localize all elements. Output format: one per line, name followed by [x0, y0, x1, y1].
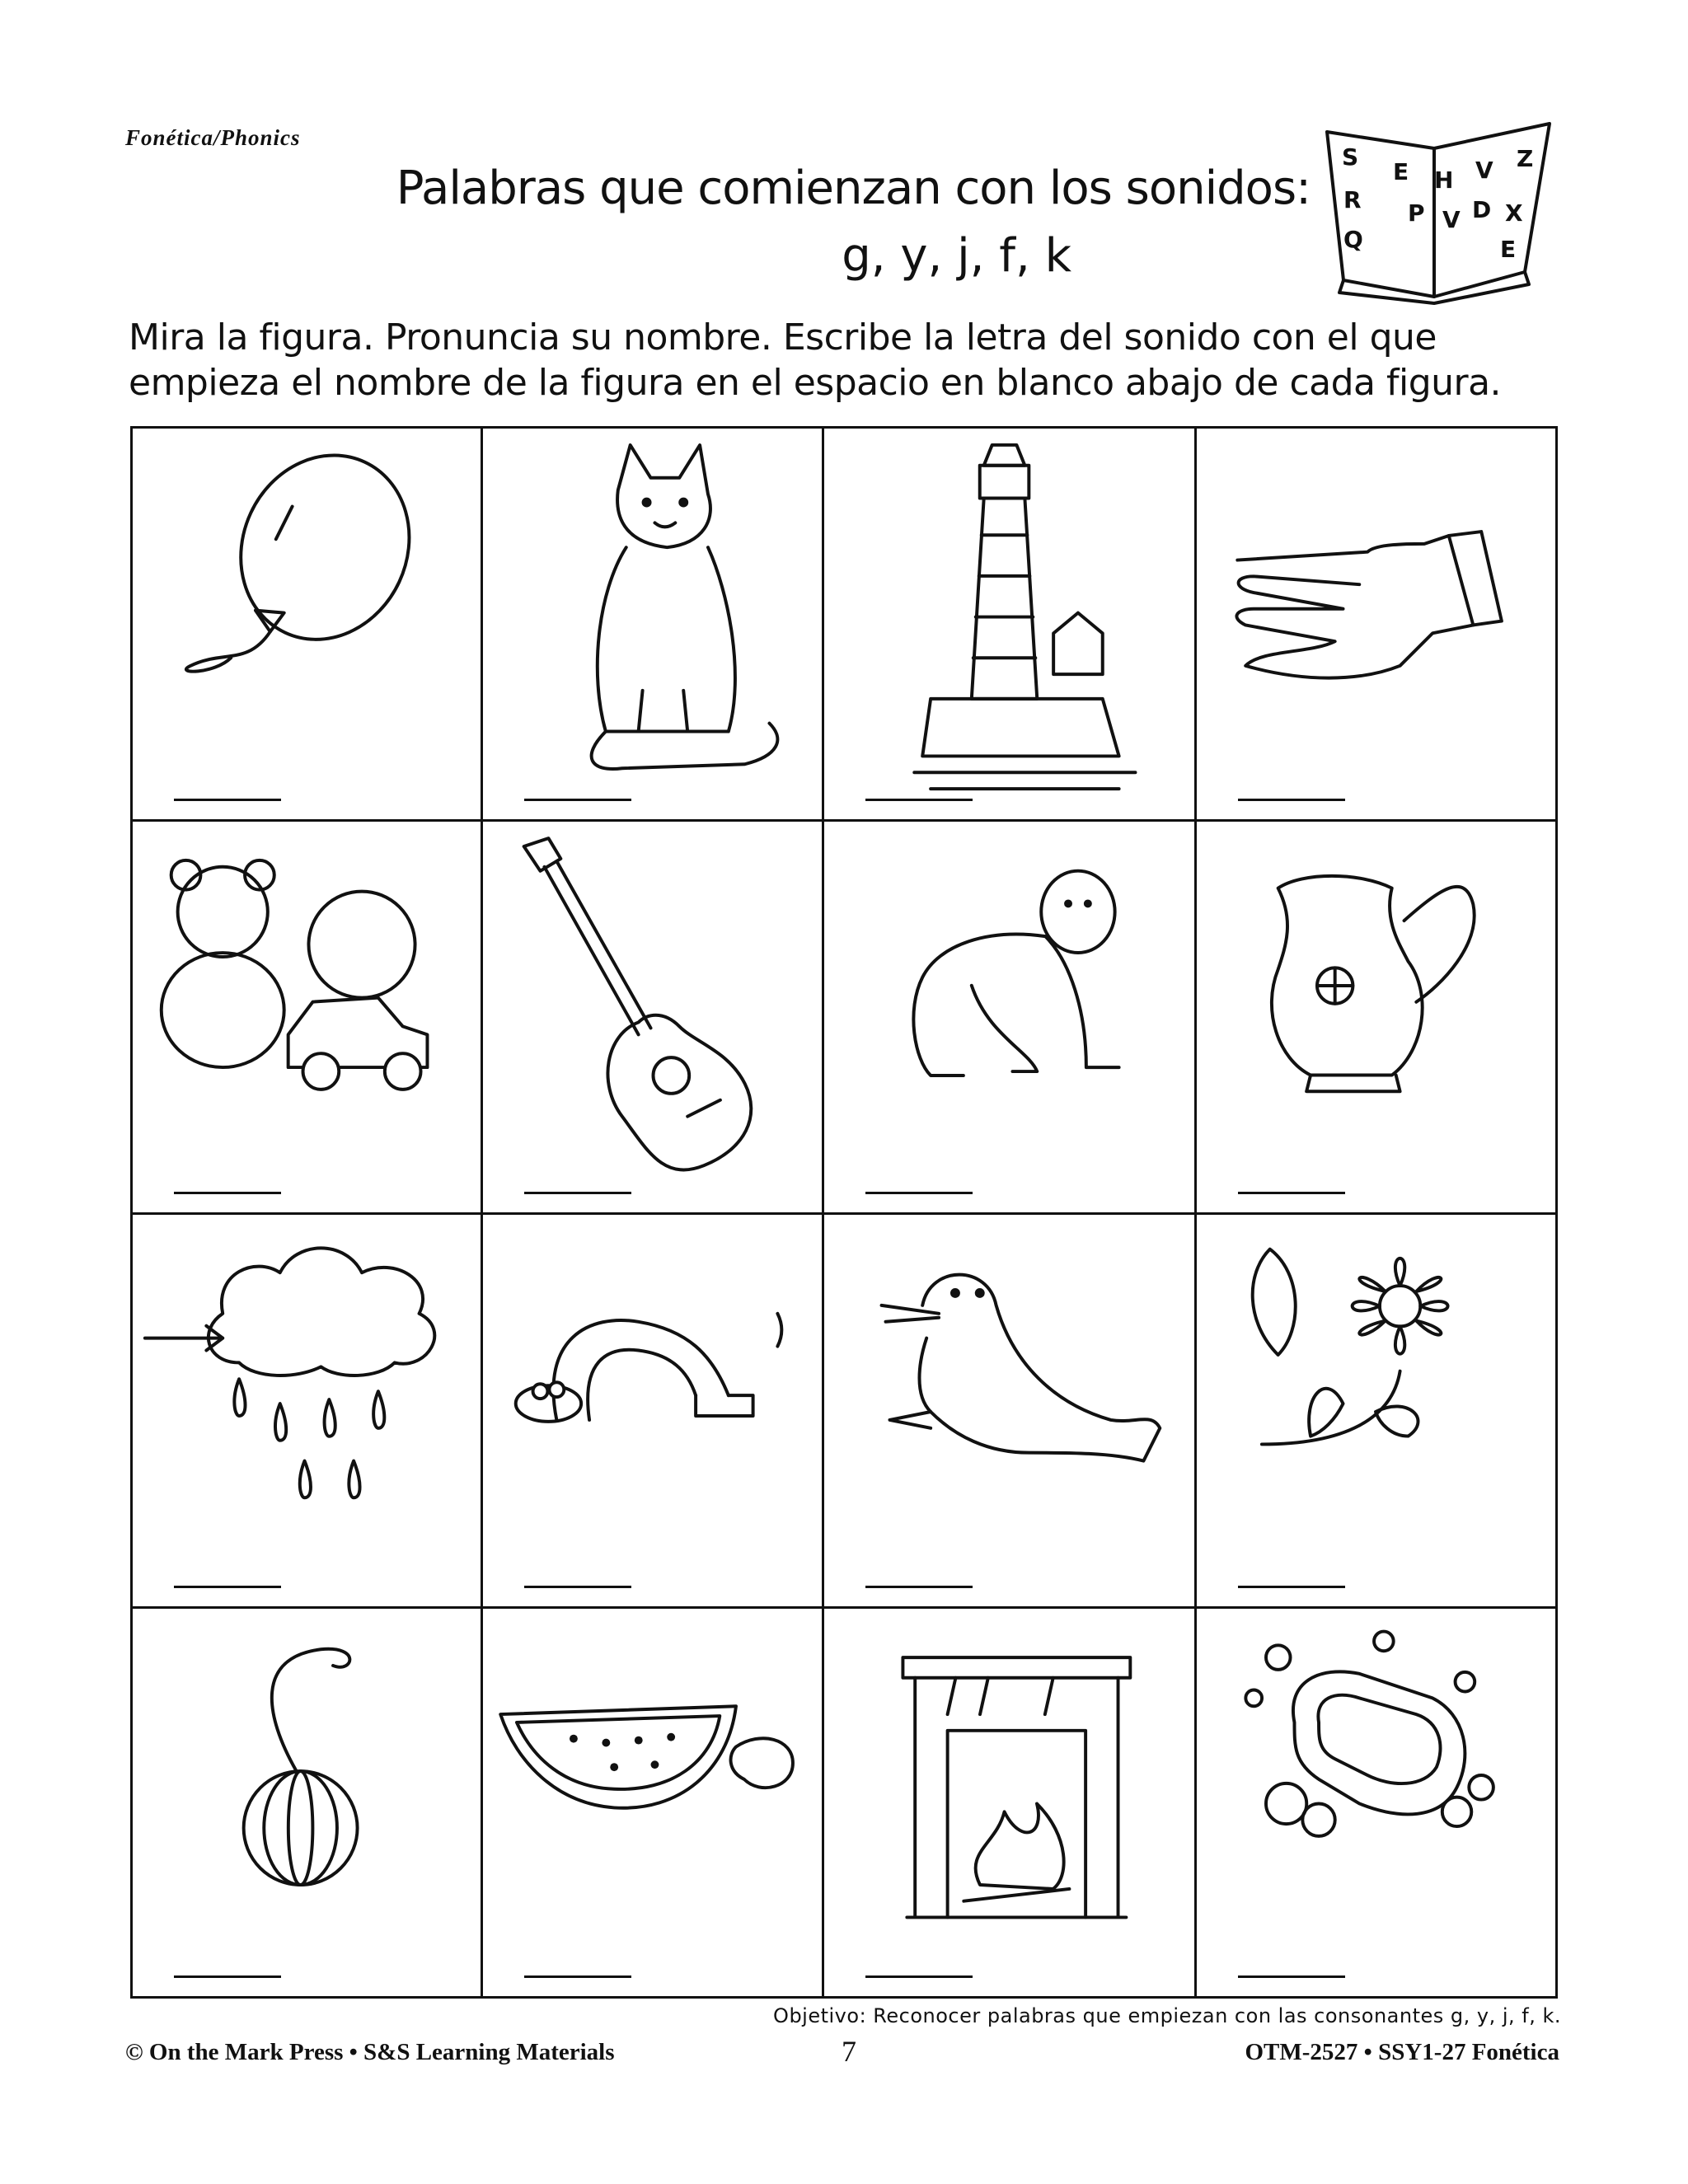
jug-icon: [1197, 822, 1555, 1212]
book-letter: X: [1505, 199, 1523, 227]
objective-note: Objetivo: Reconocer palabras que empiezan con las consonantes g, y, j, f, k.: [773, 2004, 1561, 2027]
guitar-icon: [483, 822, 822, 1212]
book-letter: R: [1343, 186, 1362, 213]
picture-cell: [824, 822, 1197, 1215]
page-number: 7: [842, 2035, 856, 2068]
answer-blank[interactable]: [524, 1192, 631, 1194]
book-letter: S: [1342, 143, 1359, 171]
glove-icon: [1197, 429, 1555, 819]
flower-icon: [1197, 1215, 1555, 1606]
balloon-icon: [133, 429, 481, 819]
cat-icon: [483, 429, 822, 819]
section-kicker: Fonética/Phonics: [125, 125, 301, 150]
soap-icon: [1197, 1609, 1555, 1996]
worm-icon: [483, 1215, 822, 1606]
answer-blank[interactable]: [174, 799, 281, 801]
answer-blank[interactable]: [1238, 1192, 1345, 1194]
book-letter: Z: [1517, 145, 1534, 172]
answer-blank[interactable]: [1238, 1975, 1345, 1978]
instructions: Mira la figura. Pronuncia su nombre. Escribe la letra del sonido con el que empieza el nombre de la figura en el espacio en blanco abajo de cada figura.: [129, 316, 1502, 404]
book-letter: E: [1500, 236, 1517, 263]
yoyo-icon: [133, 1609, 481, 1996]
picture-cell: [133, 1215, 483, 1609]
book-letter: E: [1393, 158, 1409, 185]
rain-cloud-icon: [133, 1215, 481, 1606]
picture-cell: [483, 1609, 824, 1996]
footer-code: OTM-2527 • SSY1-27 Fonética: [1245, 2039, 1559, 2065]
book-letter: V: [1442, 206, 1461, 233]
gorilla-icon: [824, 822, 1194, 1212]
book-letter: Q: [1343, 226, 1363, 253]
seal-icon: [824, 1215, 1194, 1606]
picture-cell: [133, 1609, 483, 1996]
picture-cell: [483, 429, 824, 822]
picture-cell: [483, 822, 824, 1215]
answer-blank[interactable]: [174, 1192, 281, 1194]
page-title: Palabras que comienzan con los sonidos:: [396, 162, 1311, 215]
picture-cell: [133, 822, 483, 1215]
picture-grid: [130, 426, 1558, 1999]
fireplace-icon: [824, 1609, 1194, 1996]
book-letter: V: [1475, 157, 1493, 184]
answer-blank[interactable]: [1238, 1586, 1345, 1588]
answer-blank[interactable]: [174, 1975, 281, 1978]
picture-cell: [824, 1609, 1197, 1996]
answer-blank[interactable]: [865, 1192, 973, 1194]
picture-cell: [1197, 1609, 1555, 1996]
lighthouse-icon: [824, 429, 1194, 819]
alphabet-book-icon: [1311, 115, 1558, 305]
answer-blank[interactable]: [1238, 799, 1345, 801]
page-subtitle: g, y, j, f, k: [842, 229, 1071, 283]
picture-cell: [1197, 1215, 1555, 1609]
book-letter: D: [1472, 196, 1492, 223]
answer-blank[interactable]: [865, 1586, 973, 1588]
answer-blank[interactable]: [524, 799, 631, 801]
answer-blank[interactable]: [865, 1975, 973, 1978]
picture-cell: [824, 429, 1197, 822]
answer-blank[interactable]: [174, 1586, 281, 1588]
toys-icon: [133, 822, 481, 1212]
answer-blank[interactable]: [524, 1586, 631, 1588]
answer-blank[interactable]: [865, 799, 973, 801]
picture-cell: [1197, 429, 1555, 822]
watermelon-icon: [483, 1609, 822, 1996]
picture-cell: [824, 1215, 1197, 1609]
picture-cell: [483, 1215, 824, 1609]
book-letter: P: [1408, 199, 1425, 227]
picture-cell: [1197, 822, 1555, 1215]
answer-blank[interactable]: [524, 1975, 631, 1978]
footer-copyright: © On the Mark Press • S&S Learning Materials: [125, 2039, 615, 2065]
picture-cell: [133, 429, 483, 822]
book-letter: H: [1434, 166, 1454, 194]
